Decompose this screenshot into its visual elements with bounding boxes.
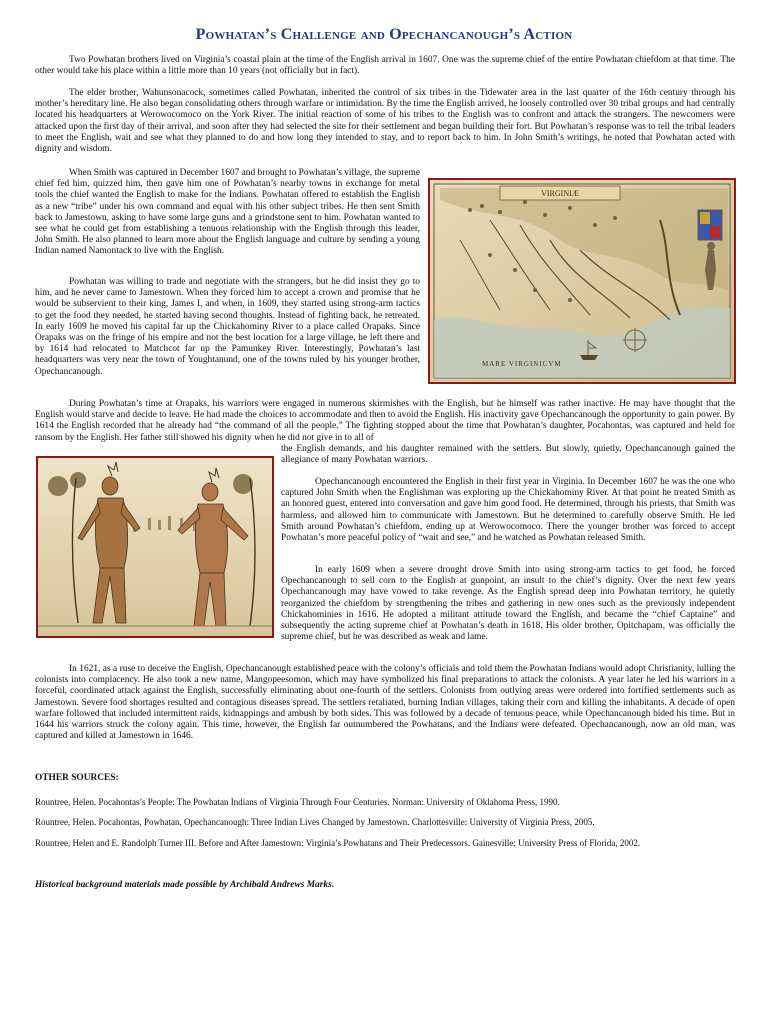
source-item: Rountree, Helen. Pocahontas’s People: The Powhatan Indians of Virginia Through Four Centuries. Norman: University of Oklahoma Press, 1990. xyxy=(35,797,560,807)
paragraph-intro: Two Powhatan brothers lived on Virginia’s coastal plain at the time of the English arrival in 1607. One was the supreme chief of the entire Powhatan chiefdom at that time. The other would take his place within a little more than 10 years (not officially but in fact). xyxy=(35,55,735,77)
paragraph-elder-brother: The elder brother, Wahunsonacock, sometimes called Powhatan, inherited the control of six tribes in the Tidewater area in the last quarter of the 16th century through his mother’s hereditary line. He also began consolidating others through warfare or intimidation. By the time the English arrived, he loosely controlled over 30 tribal groups and had centrally located his headquarters at Werowocomoco on the York River. The initial reaction of some of his tribes to the English was to confront and attack the strangers. The newcomers were attacked upon the first day of their arrival, and soon after they had selected the site for their settlement and began building their fort. But Powhatan’s response was to tell the tribal leaders to meet the English, wait and see what they planned to do and how long they intended to stay, and to report back to him. In John Smith’s writings, he noted that Powhatan acted with dignity and wisdom. xyxy=(35,88,735,155)
sources-heading: OTHER SOURCES: xyxy=(35,773,119,783)
warriors-engraving-image xyxy=(36,456,274,638)
credit-line: Historical background materials made possible by Archibald Andrews Marks. xyxy=(35,880,335,890)
paragraph-1621-ruse: In 1621, as a ruse to deceive the English, Opechancanough established peace with the colony’s officials and told them the Powhatan Indians would adopt Christianity, lulling the colonists into complacency. He also took a new name, Mangopeesomon, which may have symbolized his final preparations to attack the colonists. A year later he led his warriors in a forceful, coordinated attack against the English, successfully eliminating about one-fourth of the settlers. Colonists from outlying areas were ordered into fortified settlements such as Jamestown. Severe food shortages resulted and contagious diseases spread. The settlers retaliated, burning Indian villages, taking their corn and killing the inhabitants. A decade of open warfare followed that included intermittent raids, kidnappings and ambush by both sides. This was followed by a decade of tenuous peace, while Opechancanough bided his time. But in 1644 his warriors struck the colony again. This time, however, the English far outnumbered the Powhatans, and the Indians were defeated. Opechancanough, now an old man, was captured and killed at Jamestown in 1646. xyxy=(35,664,735,742)
source-item: Rountree, Helen and E. Randolph Turner III. Before and After Jamestown: Virginia’s Powhatans and Their Predecessors. Gainesville: University Press of Florida, 2002. xyxy=(35,838,641,848)
map-sea-label: MARE VIRGINICVM xyxy=(482,360,562,368)
paragraph-drought: In early 1609 when a severe drought drove Smith into using strong-arm tactics to get food, he forced Opechancanough to sell corn to the English at gunpoint, an insult to the chief’s dignity. Over the next few years Opechancanough may have vowed to take revenge. As the English spread deep into Powhatan territory, he quietly reorganized the chiefdom by strengthening the tribes and gathering in new ones such as the previously independent Chickahominies in 1616. He adopted a militant attitude toward the English, and became the “chief Captaine” and subsequently the acting supreme chief at Powhatan’s death in 1618. His older brother, Opitchapam, was officially the supreme chief, but he was described as weak and lame. xyxy=(281,565,735,643)
map-cartouche-text: VIRGINIÆ xyxy=(541,189,579,198)
paragraph-orapaks: During Powhatan’s time at Orapaks, his warriors were engaged in numerous skirmishes with the English, but he himself was rather inactive. He may have thought that the English would starve and decide to leave. He had made the choices to accommodate and then to avoid the English. His inactivity gave Opechancanough the opportunity to gain power. By 1614 the English recorded that he already had “the command of all the people.” The fighting stopped about the time that Powhatan’s daughter, Pocahontas, was captured and held for ransom by the English. Her father still showed his dignity when he did not give in to all of xyxy=(35,399,735,443)
paragraph-powhatan-trade: Powhatan was willing to trade and negotiate with the strangers, but he did insist they go to him, and he never came to Jamestown. When they forced him to accept a crown and promise that he would be subservient to their king, James I, and when, in 1609, they started using strong-arm tactics to get the food they needed, he started having second thoughts. Instead of fighting back, he retreated. In early 1609 he moved his capital far up the Chickahominy River to a place called Orapaks. Since Orapaks was on the fringe of his empire and not the best location for a large village, he left there and by 1614 had relocated to Matchcot far up the Pamunkey River. Interestingly, Powhatan’s last headquarters was very near the town of Youghtanund, one of the towns ruled by his younger brother, Opechancanough. xyxy=(35,277,420,377)
source-item: Rountree, Helen. Pocahontas, Powhatan, Opechancanough: Three Indian Lives Changed by Jamestown. Charlottesville: University of Virginia Press, 2005. xyxy=(35,817,595,827)
paragraph-allegiance: the English demands, and his daughter remained with the settlers. But slowly, quietly, Opechancanough gained the allegiance of many Powhatan warriors. xyxy=(281,444,735,466)
paragraph-smith-captured: When Smith was captured in December 1607 and brought to Powhatan’s village, the supreme chief fed him, quizzed him, then gave him one of Powhatan’s nearby towns in exchange for metal tools the chief wanted the English to make for the Indians. Powhatan offered to establish the English as a new “tribe” under his own command and equal with his other subject tribes. He then sent Smith back to Jamestown, asking to have some large guns and a grindstone sent to him. Powhatan wanted to see what he could get from establishing a tenuous relationship with the English through this leader, John Smith. He also planned to learn more about the English language and culture by sending a young Indian named Namontack to live with the English. xyxy=(35,168,420,257)
paragraph-opechancanough-encounter: Opechancanough encountered the English in their first year in Virginia. In December 1607 he was the one who captured John Smith when the Englishman was exploring up the Chickahominy River. At that point he treated Smith as an honored guest, entered into conversation and gave him good food. He determined, through his priests, that Smith was harmless, and allowed him to communicate with Jamestown. But he determined to carefully observe Smith. He led Smith around Powhatan’s chiefdom, ending up at Werowocomoco. There the younger brother was forced to accept Powhatan’s more peaceful policy of “wait and see,” and he watched as Powhatan released Smith. xyxy=(281,477,735,544)
virginia-map-image xyxy=(428,178,736,384)
page-title: Powhatan’s Challenge and Opechancanough’s Action xyxy=(195,26,573,43)
